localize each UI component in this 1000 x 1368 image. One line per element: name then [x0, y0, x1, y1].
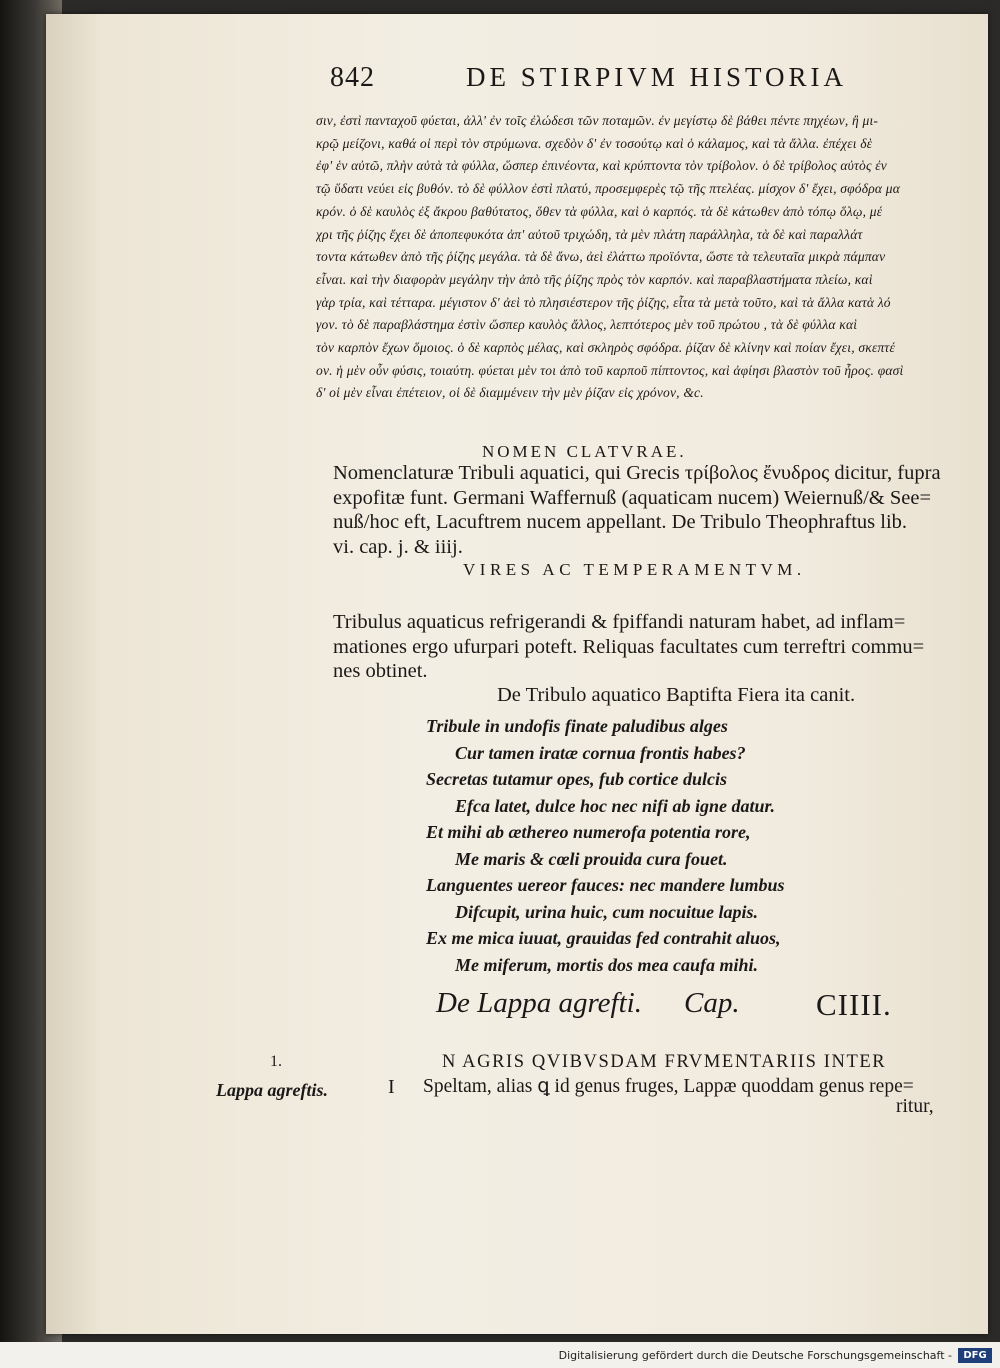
greek-line: χρι τῆς ῥίζης ἔχει δὲ ἀποπεφυκότα ἀπ' αὐτοῦ τριχώδη, τὰ μὲν πλάτη παράλληλα, τὰ δὲ καὶ παραλλάτ [316, 226, 863, 242]
poem-line: Difcupit, urina huic, cum nocuitue lapis. [455, 901, 759, 922]
margin-note-label: Lappa agreftis. [216, 1080, 328, 1100]
poem-intro: De Tribulo aquatico Baptifta Fiera ita canit. [497, 684, 856, 706]
chapter-title: De Lappa agrefti. [436, 987, 642, 1019]
paragraph-line: expofitæ funt. Germani Waffernuß (aquaticam nucem) Weiernuß/& See= [333, 486, 932, 509]
poem-line: Me maris & cœli prouida cura fouet. [455, 848, 728, 869]
dfg-logo: DFG [958, 1348, 992, 1363]
footer-bar [0, 1342, 1000, 1368]
chapter-number: CIIII. [816, 987, 892, 1022]
greek-line: τὸν καρπὸν ἔχων ὅμοιος. ὁ δὲ καρπὸς μέλας, καὶ σκληρὸς σφόδρα. ῥίζαν δὲ κλίνην καὶ ποίαν ἔχει, σκεπτέ [316, 340, 895, 356]
greek-line: τῷ ὕδατι νεύει εἰς βυθόν. τὸ δὲ φύλλον ἐστὶ πλατύ, προσεμφερὲς τῷ τῆς πτελέας. μίσχον δ' ἔχει, σφόδρα μα [316, 181, 901, 197]
greek-line: κρόν. ὁ δὲ καυλὸς ἐξ ἄκρου βαθύτατος, ὅθεν τὰ φύλλα, καὶ ὁ καρπός. τὰ δὲ κάτωθεν ἀπὸ τόπῳ ὅλῳ, μέ [316, 203, 883, 219]
paragraph-line: Nomenclaturæ Tribuli aquatici, qui Grecis τρίβολος ἔνυδρος dicitur, fupra [333, 462, 941, 484]
nomenclaturae-heading: NOMEN CLATVRAE. [482, 442, 687, 461]
book-page [46, 14, 988, 1334]
vires-paragraph [333, 610, 969, 684]
paragraph-line: Tribulus aquaticus refrigerandi & fpiffandi naturam habet, ad inflam= [333, 611, 906, 633]
poem-line: Me miferum, mortis dos mea caufa mihi. [455, 954, 759, 975]
poem-line: Languentes uereor fauces: nec mandere lumbus [426, 875, 785, 895]
greek-line: ον. ἡ μὲν οὖν φύσις, τοιαύτη. φύεται μὲν τοι ἀπὸ τοῦ καρποῦ πίπτοντος, καὶ ἀφίησι βλαστὸν τοῦ ἦρος. φασὶ [316, 362, 904, 378]
poem-line: Tribule in undofis finate paludibus alges [426, 716, 728, 736]
greek-line: γον. τὸ δὲ παραβλάστημα ἐστὶν ὥσπερ καυλὸς ἄλλος, λεπτότερος μὲν τοῦ πρώτου , τὰ δὲ φύλλα καὶ [316, 317, 858, 333]
paragraph-line: mationes ergo ufurpari poteft. Reliquas facultates cum terreftri commu= [333, 635, 925, 658]
poem-line: Secretas tutamur opes, fub cortice dulcis [426, 769, 727, 789]
paragraph-line: nuß/hoc eft, Lacuftrem nucem appellant. De Tribulo Theophraftus lib. [333, 511, 908, 533]
nomenclaturae-paragraph [333, 461, 969, 559]
greek-line: κρῷ μείζονι, καθά οἱ περὶ τὸν στρύμωνα. σχεδὸν δ' ἐν τοσούτῳ καὶ ὁ κάλαμος, καὶ τὰ ἄλλα. ἐπέχει δὲ [316, 135, 873, 151]
drop-initial: I [388, 1076, 395, 1098]
poem [426, 713, 785, 978]
chapter-label: Cap. [684, 987, 740, 1019]
greek-text-block [316, 110, 966, 405]
chapter-catchword: ritur, [896, 1096, 934, 1117]
footer-credit: Digitalisierung gefördert durch die Deutsche Forschungsgemeinschaft - [558, 1349, 952, 1362]
poem-line: Et mihi ab æthereo numerofa potentia rore, [426, 822, 751, 842]
chapter-second-line: Speltam, alias ꝗ id genus fruges, Lappæ quoddam genus repe= [423, 1076, 914, 1097]
chapter-first-line: N AGRIS QVIBVSDAM FRVMENTARIIS INTER [442, 1052, 887, 1072]
page-number: 842 [330, 62, 375, 93]
greek-line: τοντα κάτωθεν ἀπὸ τῆς ῥίζης μεγάλα. τὰ δὲ ἄνω, ἀεὶ ἐλάττω προϊόντα, ὥστε τὰ τελευταῖα μικρὰ πάμπαν [316, 249, 886, 265]
poem-line: Ex me mica iuuat, grauidas fed contrahit aluos, [426, 928, 781, 948]
margin-note-number: 1. [270, 1053, 282, 1070]
greek-line: εἶναι. καὶ τὴν διαφορὰν μεγάλην τὴν ἀπὸ τῆς ῥίζης πρὸς τὸν καρπόν. καὶ παραβλαστήματα πλείω, καὶ [316, 271, 873, 287]
running-head: DE STIRPIVM HISTORIA [466, 62, 848, 92]
poem-line: Efca latet, dulce hoc nec nifi ab igne datur. [455, 795, 775, 816]
paragraph-line: nes obtinet. [333, 660, 428, 682]
vires-heading: VIRES AC TEMPERAMENTVM. [463, 560, 806, 579]
poem-line: Cur tamen iratæ cornua frontis habes? [455, 742, 746, 763]
greek-line: γὰρ τρία, καὶ τέτταρα. μέγιστον δ' ἀεὶ τὸ πλησιέστερον τῆς ῥίζης, εἶτα τὰ μετὰ τοῦτο, καὶ τὰ ἄλλα κατὰ λό [316, 294, 891, 310]
greek-line: ἐφ' ἑν αὐτῶ, πλὴν αὐτὰ τὰ φύλλα, ὥσπερ ἐπινέοντα, καὶ κρύπτοντα τὸν τρίβολον. ὁ δὲ τρίβολος αὐτὸς ἐν [316, 158, 887, 174]
greek-line: σιν, ἐστὶ πανταχοῦ φύεται, ἀλλ' ἐν τοῖς ἐλώδεσι τῶν ποταμῶν. ἐν μεγίστῳ δὲ βάθει πέντε πηχέων, ἢ μι- [316, 113, 879, 128]
greek-line: δ' οἱ μὲν εἶναι ἐπέτειον, οἱ δὲ διαμμένειν τὴν μὲν ῥίζαν εἰς χρόνον, &c. [316, 385, 704, 401]
paragraph-line: vi. cap. j. & iiij. [333, 535, 463, 558]
